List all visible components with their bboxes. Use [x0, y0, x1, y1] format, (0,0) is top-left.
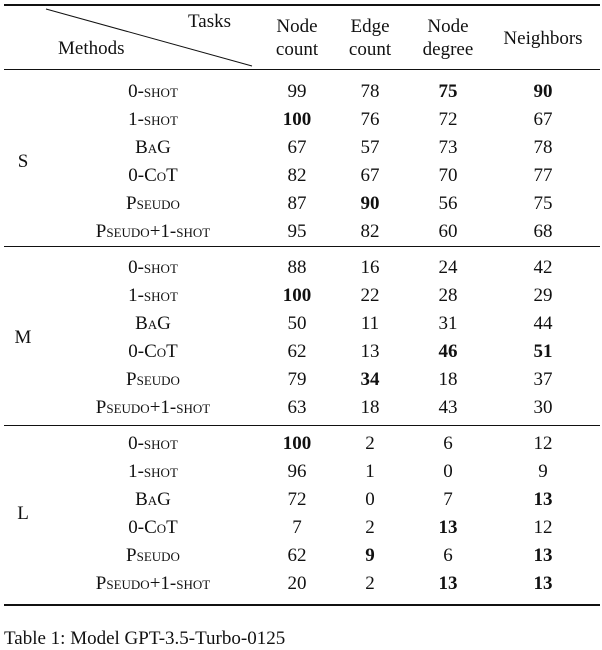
cell-node-count: 99 [287, 81, 307, 102]
table-row [4, 338, 600, 366]
cell-node-degree: 6 [443, 433, 453, 454]
table-row [4, 106, 600, 134]
method-name: 0-CoT [128, 165, 178, 186]
group-spacer [4, 246, 600, 254]
method-name: 0-CoT [128, 517, 178, 538]
cell-node-count: 20 [287, 573, 307, 594]
cell-node-degree: 70 [438, 165, 458, 186]
table-row [4, 282, 600, 310]
cell-node-count: 62 [287, 341, 307, 362]
cell-neighbors: 29 [533, 285, 553, 306]
table-row [4, 486, 600, 514]
method-name: 0-shot [128, 257, 178, 278]
table-row [4, 458, 600, 486]
method-name: Pseudo+1-shot [95, 221, 211, 242]
cell-node-count: 67 [287, 137, 307, 158]
cell-neighbors: 12 [533, 517, 553, 538]
group-spacer [4, 70, 600, 78]
col-header-neighbors: Neighbors [503, 27, 583, 49]
cell-node-count: 63 [287, 397, 307, 418]
method-name: BaG [135, 313, 171, 334]
cell-node-degree: 7 [443, 489, 453, 510]
cell-neighbors: 44 [533, 313, 553, 334]
cell-node-degree: 24 [438, 257, 458, 278]
group-label: S [17, 151, 29, 172]
method-name: 0-shot [128, 81, 178, 102]
cell-edge-count: 11 [360, 313, 380, 334]
cell-neighbors: 42 [533, 257, 553, 278]
table-row [4, 366, 600, 394]
cell-neighbors: 13 [533, 545, 553, 566]
cell-node-count: 100 [282, 433, 312, 454]
cell-edge-count: 57 [360, 137, 380, 158]
cell-neighbors: 51 [533, 341, 553, 362]
cell-node-count: 87 [287, 193, 307, 214]
cell-node-degree: 18 [438, 369, 458, 390]
cell-node-count: 79 [287, 369, 307, 390]
cell-neighbors: 13 [533, 489, 553, 510]
cell-edge-count: 78 [360, 81, 380, 102]
method-name: Pseudo [126, 545, 180, 566]
cell-edge-count: 2 [365, 433, 375, 454]
cell-node-degree: 75 [438, 81, 458, 102]
method-name: 0-CoT [128, 341, 178, 362]
cell-edge-count: 82 [360, 221, 380, 242]
table-caption: Table 1: Model GPT-3.5-Turbo-0125 [4, 628, 286, 649]
method-name: 1-shot [128, 109, 178, 130]
cell-node-degree: 6 [443, 545, 453, 566]
col-header-node-degree: Node degree [422, 16, 474, 60]
cell-node-degree: 56 [438, 193, 458, 214]
method-name: BaG [135, 489, 171, 510]
cell-edge-count: 90 [360, 193, 380, 214]
cell-node-degree: 43 [438, 397, 458, 418]
cell-node-degree: 72 [438, 109, 458, 130]
cell-node-degree: 73 [438, 137, 458, 158]
group-label: L [17, 503, 29, 524]
cell-neighbors: 37 [533, 369, 553, 390]
table-row [4, 218, 600, 246]
table-row [4, 394, 600, 422]
cell-node-count: 82 [287, 165, 307, 186]
table-row [4, 78, 600, 106]
cell-node-count: 100 [282, 285, 312, 306]
table-row [4, 514, 600, 542]
cell-node-count: 95 [287, 221, 307, 242]
method-name: 1-shot [128, 461, 178, 482]
method-name: Pseudo+1-shot [95, 573, 211, 594]
bottom-rule [4, 604, 600, 606]
col-header-edge-count: Edge count [348, 16, 392, 60]
cell-edge-count: 76 [360, 109, 380, 130]
group-label: M [14, 327, 32, 348]
cell-edge-count: 2 [365, 517, 375, 538]
method-name: Pseudo [126, 369, 180, 390]
table-row [4, 190, 600, 218]
cell-node-degree: 0 [443, 461, 453, 482]
cell-edge-count: 67 [360, 165, 380, 186]
cell-edge-count: 16 [360, 257, 380, 278]
cell-neighbors: 75 [533, 193, 553, 214]
cell-neighbors: 78 [533, 137, 553, 158]
cell-neighbors: 67 [533, 109, 553, 130]
cell-node-degree: 13 [438, 573, 458, 594]
col-header-node-count: Node count [275, 16, 319, 60]
cell-node-count: 88 [287, 257, 307, 278]
cell-neighbors: 30 [533, 397, 553, 418]
cell-node-count: 7 [292, 517, 302, 538]
method-name: Pseudo+1-shot [95, 397, 211, 418]
cell-neighbors: 68 [533, 221, 553, 242]
table-row [4, 162, 600, 190]
cell-node-count: 50 [287, 313, 307, 334]
table-row [4, 430, 600, 458]
cell-edge-count: 9 [365, 545, 375, 566]
table-row [4, 542, 600, 570]
cell-node-degree: 60 [438, 221, 458, 242]
table-row [4, 570, 600, 598]
table-row [4, 254, 600, 282]
method-name: Pseudo [126, 193, 180, 214]
cell-node-count: 72 [287, 489, 307, 510]
cell-neighbors: 13 [533, 573, 553, 594]
method-name: 1-shot [128, 285, 178, 306]
cell-edge-count: 34 [360, 369, 380, 390]
header-row [4, 6, 600, 70]
cell-edge-count: 18 [360, 397, 380, 418]
cell-edge-count: 1 [365, 461, 375, 482]
method-name: BaG [135, 137, 171, 158]
cell-edge-count: 2 [365, 573, 375, 594]
diagonal-header-cell [4, 6, 264, 70]
results-table [4, 6, 600, 598]
cell-node-degree: 28 [438, 285, 458, 306]
cell-neighbors: 90 [533, 81, 553, 102]
methods-label: Methods [58, 38, 125, 59]
cell-edge-count: 13 [360, 341, 380, 362]
method-name: 0-shot [128, 433, 178, 454]
cell-node-count: 62 [287, 545, 307, 566]
cell-edge-count: 22 [360, 285, 380, 306]
cell-node-degree: 46 [438, 341, 458, 362]
cell-neighbors: 9 [538, 461, 548, 482]
cell-neighbors: 12 [533, 433, 553, 454]
cell-node-count: 100 [282, 109, 312, 130]
cell-node-degree: 13 [438, 517, 458, 538]
cell-edge-count: 0 [365, 489, 375, 510]
table-row [4, 310, 600, 338]
cell-node-count: 96 [287, 461, 307, 482]
cell-neighbors: 77 [533, 165, 553, 186]
table-row [4, 134, 600, 162]
group-spacer [4, 422, 600, 430]
cell-node-degree: 31 [438, 313, 458, 334]
tasks-label: Tasks [188, 11, 232, 32]
